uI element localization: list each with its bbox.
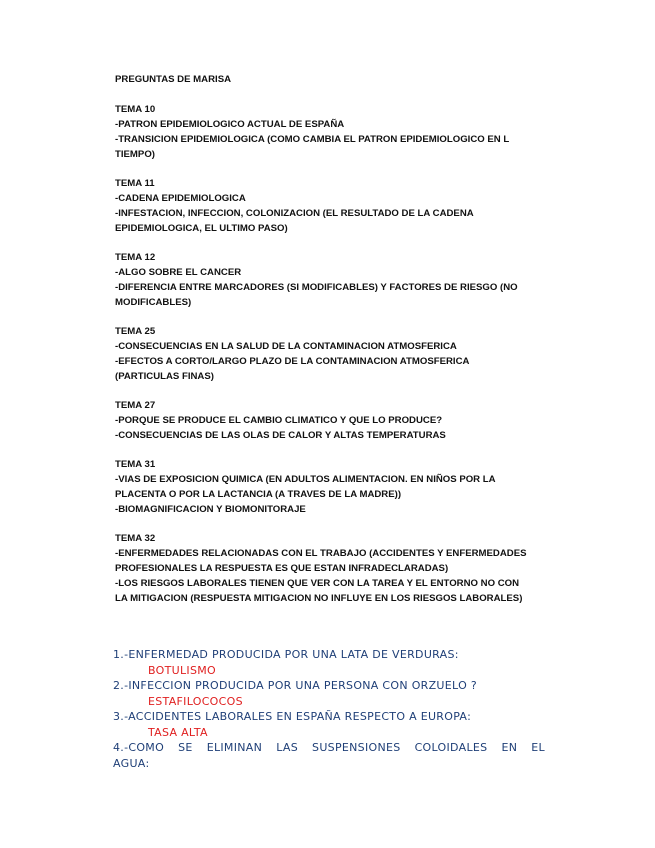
- topic-heading: TEMA 10: [115, 104, 156, 115]
- topic-line: TIEMPO): [115, 149, 155, 160]
- topic-line: PLACENTA O POR LA LACTANCIA (A TRAVES DE LA MADRE)): [115, 489, 402, 500]
- topic-section: [115, 176, 545, 236]
- answer-text: TASA ALTA: [148, 725, 208, 739]
- question-text: 4.-COMO SE ELIMINAN LAS SUSPENSIONES COLOIDALES EN EL AGUA:: [113, 741, 545, 770]
- questions-list: [113, 647, 545, 771]
- topic-section: [115, 250, 545, 310]
- topic-line: -CONSECUENCIAS DE LAS OLAS DE CALOR Y ALTAS TEMPERATURAS: [115, 430, 446, 441]
- answer-text: BOTULISMO: [148, 663, 216, 677]
- question-text: 1.-ENFERMEDAD PRODUCIDA POR UNA LATA DE VERDURAS:: [113, 648, 459, 661]
- topic-line: LA MITIGACION (RESPUESTA MITIGACION NO INFLUYE EN LOS RIESGOS LABORALES): [115, 593, 523, 604]
- topics-list: [115, 102, 545, 620]
- topic-heading: TEMA 25: [115, 326, 156, 337]
- topic-line: -BIOMAGNIFICACION Y BIOMONITORAJE: [115, 504, 306, 515]
- topic-line: -ENFERMEDADES RELACIONADAS CON EL TRABAJO (ACCIDENTES Y ENFERMEDADES: [115, 548, 527, 559]
- topic-section: [115, 398, 545, 443]
- topic-line: -PORQUE SE PRODUCE EL CAMBIO CLIMATICO Y QUE LO PRODUCE?: [115, 415, 443, 426]
- topic-line: -TRANSICION EPIDEMIOLOGICA (COMO CAMBIA EL PATRON EPIDEMIOLOGICO EN L: [115, 134, 510, 145]
- topic-line: EPIDEMIOLOGICA, EL ULTIMO PASO): [115, 223, 288, 234]
- topic-line: MODIFICABLES): [115, 297, 192, 308]
- topic-section: [115, 531, 545, 606]
- topic-line: -ALGO SOBRE EL CANCER: [115, 267, 242, 278]
- document-title: PREGUNTAS DE MARISA: [115, 74, 232, 85]
- topic-line: -PATRON EPIDEMIOLOGICO ACTUAL DE ESPAÑA: [115, 119, 345, 130]
- topic-heading: TEMA 12: [115, 252, 156, 263]
- topic-line: -INFESTACION, INFECCION, COLONIZACION (EL RESULTADO DE LA CADENA: [115, 208, 474, 219]
- question-text: 3.-ACCIDENTES LABORALES EN ESPAÑA RESPECTO A EUROPA:: [113, 710, 472, 723]
- topic-section: [115, 457, 545, 517]
- topic-heading: TEMA 32: [115, 533, 156, 544]
- topic-line: -DIFERENCIA ENTRE MARCADORES (SI MODIFICABLES) Y FACTORES DE RIESGO (NO: [115, 282, 518, 293]
- topic-line: PROFESIONALES LA RESPUESTA ES QUE ESTAN INFRADECLARADAS): [115, 563, 449, 574]
- question-text: 2.-INFECCION PRODUCIDA POR UNA PERSONA CON ORZUELO ?: [113, 679, 477, 692]
- topic-line: -LOS RIESGOS LABORALES TIENEN QUE VER CON LA TAREA Y EL ENTORNO NO CON: [115, 578, 520, 589]
- topic-section: [115, 324, 545, 384]
- topic-heading: TEMA 31: [115, 459, 156, 470]
- topic-heading: TEMA 27: [115, 400, 156, 411]
- topic-line: -VIAS DE EXPOSICION QUIMICA (EN ADULTOS ALIMENTACION. EN NIÑOS POR LA: [115, 474, 496, 485]
- topic-heading: TEMA 11: [115, 178, 155, 189]
- topic-line: -EFECTOS A CORTO/LARGO PLAZO DE LA CONTAMINACION ATMOSFERICA: [115, 356, 470, 367]
- topic-line: -CADENA EPIDEMIOLOGICA: [115, 193, 246, 204]
- topic-line: (PARTICULAS FINAS): [115, 371, 214, 382]
- answer-text: ESTAFILOCOCOS: [148, 694, 243, 708]
- topic-line: -CONSECUENCIAS EN LA SALUD DE LA CONTAMINACION ATMOSFERICA: [115, 341, 457, 352]
- topic-section: [115, 102, 545, 162]
